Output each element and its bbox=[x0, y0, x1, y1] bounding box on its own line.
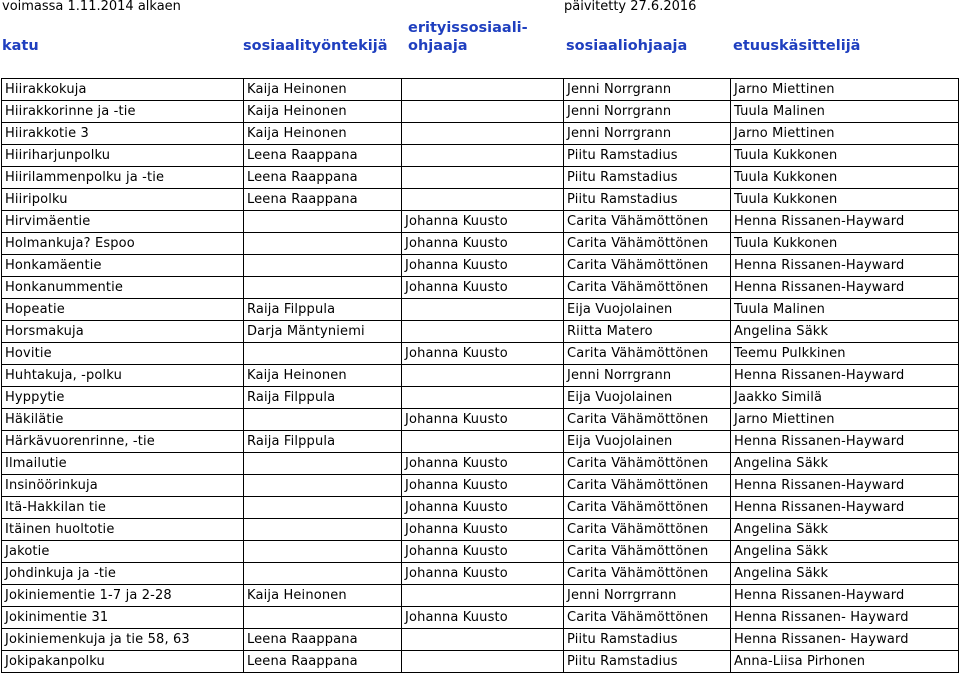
benefits-handler-cell: Jarno Miettinen bbox=[731, 409, 959, 431]
social-worker-cell bbox=[244, 277, 402, 299]
table-row bbox=[2, 277, 959, 299]
social-worker-cell: Raija Filppula bbox=[244, 431, 402, 453]
social-worker-cell: Kaija Heinonen bbox=[244, 365, 402, 387]
street-cell: Hirvimäentie bbox=[2, 211, 244, 233]
street-cell: Jakotie bbox=[2, 541, 244, 563]
street-cell: Honkamäentie bbox=[2, 255, 244, 277]
social-worker-cell bbox=[244, 497, 402, 519]
table-row bbox=[2, 629, 959, 651]
special-advisor-cell: Johanna Kuusto bbox=[402, 453, 564, 475]
table-row bbox=[2, 233, 959, 255]
benefits-handler-cell: Henna Rissanen-Hayward bbox=[731, 211, 959, 233]
benefits-handler-cell: Tuula Kukkonen bbox=[731, 189, 959, 211]
social-advisor-cell: Jenni Norrgrann bbox=[564, 365, 731, 387]
street-cell: Hopeatie bbox=[2, 299, 244, 321]
benefits-handler-cell: Henna Rissanen-Hayward bbox=[731, 431, 959, 453]
social-worker-cell: Leena Raappana bbox=[244, 629, 402, 651]
social-worker-cell bbox=[244, 475, 402, 497]
street-cell: Jokiniemenkuja ja tie 58, 63 bbox=[2, 629, 244, 651]
social-worker-cell bbox=[244, 541, 402, 563]
social-worker-cell: Kaija Heinonen bbox=[244, 585, 402, 607]
social-worker-cell: Kaija Heinonen bbox=[244, 79, 402, 101]
social-advisor-cell: Jenni Norrgrrann bbox=[564, 585, 731, 607]
social-advisor-cell: Eija Vuojolainen bbox=[564, 299, 731, 321]
special-advisor-cell bbox=[402, 321, 564, 343]
table-row bbox=[2, 387, 959, 409]
special-advisor-cell: Johanna Kuusto bbox=[402, 607, 564, 629]
table-row bbox=[2, 365, 959, 387]
table-row bbox=[2, 79, 959, 101]
street-cell: Hiirilammenpolku ja -tie bbox=[2, 167, 244, 189]
special-advisor-cell bbox=[402, 651, 564, 673]
street-cell: Huhtakuja, -polku bbox=[2, 365, 244, 387]
social-advisor-cell: Carita Vähämöttönen bbox=[564, 607, 731, 629]
street-cell: Häkilätie bbox=[2, 409, 244, 431]
special-advisor-cell: Johanna Kuusto bbox=[402, 255, 564, 277]
table-row bbox=[2, 541, 959, 563]
social-advisor-cell: Eija Vuojolainen bbox=[564, 431, 731, 453]
social-worker-cell: Leena Raappana bbox=[244, 167, 402, 189]
benefits-handler-cell: Tuula Kukkonen bbox=[731, 167, 959, 189]
social-advisor-cell: Jenni Norrgrann bbox=[564, 101, 731, 123]
benefits-handler-cell: Tuula Kukkonen bbox=[731, 145, 959, 167]
header-social-advisor: sosiaaliohjaaja bbox=[566, 38, 688, 54]
street-cell: Hiirakkotie 3 bbox=[2, 123, 244, 145]
social-advisor-cell: Carita Vähämöttönen bbox=[564, 277, 731, 299]
social-worker-cell bbox=[244, 409, 402, 431]
street-cell: Jokinimentie 31 bbox=[2, 607, 244, 629]
street-cell: Hovitie bbox=[2, 343, 244, 365]
social-worker-cell bbox=[244, 211, 402, 233]
benefits-handler-cell: Angelina Säkk bbox=[731, 563, 959, 585]
table-row bbox=[2, 563, 959, 585]
special-advisor-cell bbox=[402, 387, 564, 409]
benefits-handler-cell: Tuula Kukkonen bbox=[731, 233, 959, 255]
special-advisor-cell bbox=[402, 79, 564, 101]
benefits-handler-cell: Henna Rissanen-Hayward bbox=[731, 277, 959, 299]
special-advisor-cell: Johanna Kuusto bbox=[402, 233, 564, 255]
social-worker-cell bbox=[244, 607, 402, 629]
social-advisor-cell: Carita Vähämöttönen bbox=[564, 453, 731, 475]
column-headers bbox=[0, 20, 960, 58]
header-social-worker: sosiaalityöntekijä bbox=[243, 38, 388, 54]
social-advisor-cell: Carita Vähämöttönen bbox=[564, 519, 731, 541]
benefits-handler-cell: Jarno Miettinen bbox=[731, 123, 959, 145]
street-cell: Hiirakkorinne ja -tie bbox=[2, 101, 244, 123]
assignment-table-body bbox=[2, 79, 959, 673]
special-advisor-cell bbox=[402, 585, 564, 607]
special-advisor-cell: Johanna Kuusto bbox=[402, 211, 564, 233]
benefits-handler-cell: Henna Rissanen- Hayward bbox=[731, 607, 959, 629]
social-worker-cell: Leena Raappana bbox=[244, 651, 402, 673]
street-cell: Hiiriharjunpolku bbox=[2, 145, 244, 167]
table-row bbox=[2, 101, 959, 123]
street-cell: Hyppytie bbox=[2, 387, 244, 409]
benefits-handler-cell: Henna Rissanen- Hayward bbox=[731, 629, 959, 651]
social-advisor-cell: Eija Vuojolainen bbox=[564, 387, 731, 409]
street-cell: Insinöörinkuja bbox=[2, 475, 244, 497]
street-cell: Ilmailutie bbox=[2, 453, 244, 475]
benefits-handler-cell: Henna Rissanen-Hayward bbox=[731, 475, 959, 497]
special-advisor-cell bbox=[402, 629, 564, 651]
social-worker-cell bbox=[244, 233, 402, 255]
street-cell: Honkanummentie bbox=[2, 277, 244, 299]
street-cell: Jokipakanpolku bbox=[2, 651, 244, 673]
street-cell: Holmankuja? Espoo bbox=[2, 233, 244, 255]
benefits-handler-cell: Angelina Säkk bbox=[731, 453, 959, 475]
table-row bbox=[2, 585, 959, 607]
social-advisor-cell: Piitu Ramstadius bbox=[564, 189, 731, 211]
special-advisor-cell bbox=[402, 431, 564, 453]
benefits-handler-cell: Tuula Malinen bbox=[731, 299, 959, 321]
table-row bbox=[2, 189, 959, 211]
table-row bbox=[2, 409, 959, 431]
special-advisor-cell: Johanna Kuusto bbox=[402, 519, 564, 541]
table-row bbox=[2, 211, 959, 233]
table-row bbox=[2, 651, 959, 673]
social-worker-cell: Leena Raappana bbox=[244, 189, 402, 211]
special-advisor-cell bbox=[402, 101, 564, 123]
social-worker-cell bbox=[244, 453, 402, 475]
table-row bbox=[2, 607, 959, 629]
special-advisor-cell: Johanna Kuusto bbox=[402, 563, 564, 585]
benefits-handler-cell: Henna Rissanen-Hayward bbox=[731, 585, 959, 607]
special-advisor-cell bbox=[402, 299, 564, 321]
header-benefits-handler: etuuskäsittelijä bbox=[733, 38, 861, 54]
street-cell: Horsmakuja bbox=[2, 321, 244, 343]
social-advisor-cell: Carita Vähämöttönen bbox=[564, 343, 731, 365]
table-row bbox=[2, 497, 959, 519]
benefits-handler-cell: Angelina Säkk bbox=[731, 541, 959, 563]
benefits-handler-cell: Angelina Säkk bbox=[731, 321, 959, 343]
header-special-advisor-line1: erityissosiaali- bbox=[408, 20, 528, 36]
social-advisor-cell: Piitu Ramstadius bbox=[564, 629, 731, 651]
table-row bbox=[2, 431, 959, 453]
benefits-handler-cell: Jaakko Similä bbox=[731, 387, 959, 409]
table-row bbox=[2, 167, 959, 189]
street-cell: Jokiniementie 1-7 ja 2-28 bbox=[2, 585, 244, 607]
social-advisor-cell: Carita Vähämöttönen bbox=[564, 409, 731, 431]
benefits-handler-cell: Jarno Miettinen bbox=[731, 79, 959, 101]
social-worker-cell: Kaija Heinonen bbox=[244, 101, 402, 123]
benefits-handler-cell: Henna Rissanen-Hayward bbox=[731, 255, 959, 277]
street-cell: Härkävuorenrinne, -tie bbox=[2, 431, 244, 453]
special-advisor-cell: Johanna Kuusto bbox=[402, 497, 564, 519]
social-advisor-cell: Carita Vähämöttönen bbox=[564, 233, 731, 255]
special-advisor-cell: Johanna Kuusto bbox=[402, 475, 564, 497]
street-cell: Hiirakkokuja bbox=[2, 79, 244, 101]
social-advisor-cell: Riitta Matero bbox=[564, 321, 731, 343]
social-advisor-cell: Jenni Norrgrann bbox=[564, 123, 731, 145]
special-advisor-cell bbox=[402, 123, 564, 145]
special-advisor-cell: Johanna Kuusto bbox=[402, 541, 564, 563]
special-advisor-cell: Johanna Kuusto bbox=[402, 409, 564, 431]
table-row bbox=[2, 255, 959, 277]
social-worker-cell: Leena Raappana bbox=[244, 145, 402, 167]
social-advisor-cell: Piitu Ramstadius bbox=[564, 651, 731, 673]
social-advisor-cell: Carita Vähämöttönen bbox=[564, 255, 731, 277]
table-row bbox=[2, 453, 959, 475]
document-top-line bbox=[0, 0, 960, 14]
updated-date-text: päivitetty 27.6.2016 bbox=[564, 0, 697, 14]
benefits-handler-cell: Tuula Malinen bbox=[731, 101, 959, 123]
social-advisor-cell: Carita Vähämöttönen bbox=[564, 541, 731, 563]
table-row bbox=[2, 475, 959, 497]
header-special-advisor-line2: ohjaaja bbox=[408, 38, 468, 54]
social-worker-cell: Raija Filppula bbox=[244, 299, 402, 321]
special-advisor-cell: Johanna Kuusto bbox=[402, 277, 564, 299]
social-advisor-cell: Carita Vähämöttönen bbox=[564, 563, 731, 585]
social-advisor-cell: Piitu Ramstadius bbox=[564, 167, 731, 189]
social-worker-cell: Darja Mäntyniemi bbox=[244, 321, 402, 343]
benefits-handler-cell: Angelina Säkk bbox=[731, 519, 959, 541]
special-advisor-cell: Johanna Kuusto bbox=[402, 343, 564, 365]
social-advisor-cell: Carita Vähämöttönen bbox=[564, 211, 731, 233]
social-worker-cell bbox=[244, 563, 402, 585]
header-street: katu bbox=[2, 38, 39, 54]
table-row bbox=[2, 123, 959, 145]
special-advisor-cell bbox=[402, 167, 564, 189]
social-worker-cell: Kaija Heinonen bbox=[244, 123, 402, 145]
benefits-handler-cell: Henna Rissanen-Hayward bbox=[731, 497, 959, 519]
social-advisor-cell: Carita Vähämöttönen bbox=[564, 497, 731, 519]
benefits-handler-cell: Henna Rissanen-Hayward bbox=[731, 365, 959, 387]
benefits-handler-cell: Anna-Liisa Pirhonen bbox=[731, 651, 959, 673]
special-advisor-cell bbox=[402, 365, 564, 387]
street-cell: Hiiripolku bbox=[2, 189, 244, 211]
table-row bbox=[2, 299, 959, 321]
valid-from-text: voimassa 1.11.2014 alkaen bbox=[2, 0, 181, 14]
special-advisor-cell bbox=[402, 189, 564, 211]
street-cell: Johdinkuja ja -tie bbox=[2, 563, 244, 585]
special-advisor-cell bbox=[402, 145, 564, 167]
social-worker-cell bbox=[244, 519, 402, 541]
assignment-table bbox=[1, 78, 959, 673]
social-worker-cell: Raija Filppula bbox=[244, 387, 402, 409]
social-advisor-cell: Carita Vähämöttönen bbox=[564, 475, 731, 497]
table-row bbox=[2, 519, 959, 541]
social-worker-cell bbox=[244, 255, 402, 277]
social-advisor-cell: Jenni Norrgrann bbox=[564, 79, 731, 101]
street-cell: Itäinen huoltotie bbox=[2, 519, 244, 541]
social-advisor-cell: Piitu Ramstadius bbox=[564, 145, 731, 167]
street-cell: Itä-Hakkilan tie bbox=[2, 497, 244, 519]
table-row bbox=[2, 343, 959, 365]
table-row bbox=[2, 321, 959, 343]
social-worker-cell bbox=[244, 343, 402, 365]
table-row bbox=[2, 145, 959, 167]
benefits-handler-cell: Teemu Pulkkinen bbox=[731, 343, 959, 365]
